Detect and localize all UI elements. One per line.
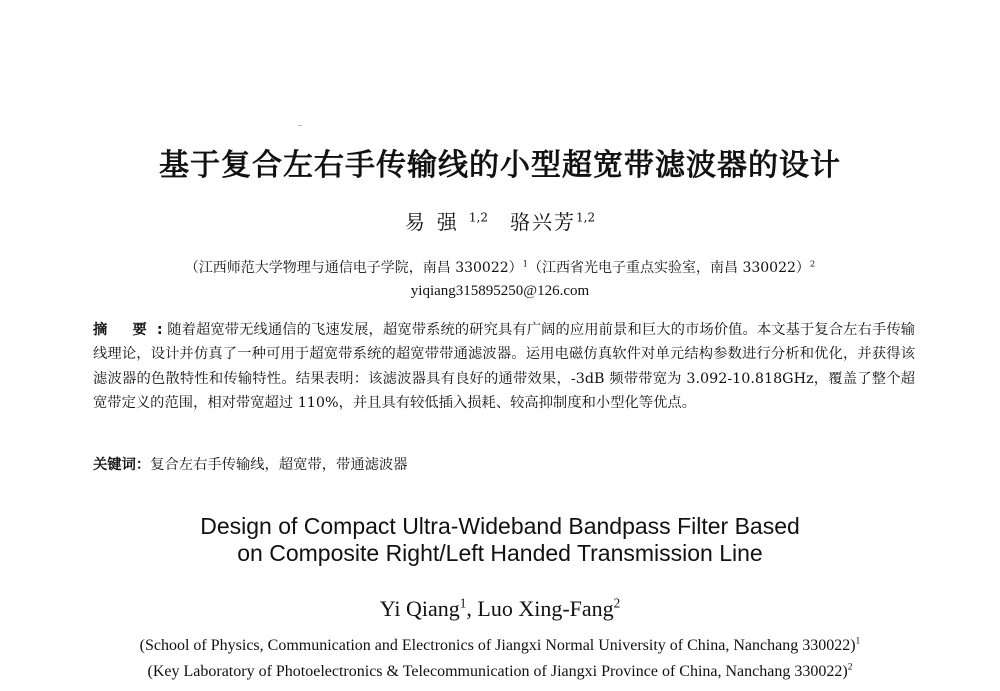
abstract-text: 随着超宽带无线通信的飞速发展，超宽带系统的研究具有广阔的应用前景和巨大的市场价值。本文基于复合左右手传输线理论，设计并仿真了一种可用于超宽带系统的超宽带带通滤波器。运用电磁仿真软件对单元结构参数进行分析和优化，并获得该滤波器的色散特性和传输特性。结果表明：该滤波器具有良好的通带效果，-3dB 频带带宽为 3.092-10.818GHz，覆盖了整个超宽带定义的范围，相对带宽超过 110%，并且具有较低插入损耗、较高抑制度和小型化等优点。 [93, 322, 916, 412]
affiliation-1-english: (School of Physics, Communication and Electronics of Jiangxi Normal University of China, Nanchang 330022) [139, 637, 856, 654]
author-email: yiqiang315895250@126.com [410, 283, 590, 299]
author-1-chinese: 易强 [404, 210, 469, 234]
author-1-english: Yi Qiang [379, 596, 460, 621]
author-1-english-mark: 1 [459, 595, 467, 611]
affiliation-1-chinese: （江西师范大学物理与通信电子学院，南昌 330022） [184, 260, 523, 276]
author-2-english: Luo Xing-Fang [477, 596, 614, 621]
authors-separator: , [466, 596, 478, 621]
scan-speck [298, 125, 302, 126]
paper-title-chinese: 基于复合左右手传输线的小型超宽带滤波器的设计 [159, 148, 841, 183]
paper-title-english [0, 513, 1000, 567]
authors-chinese [0, 206, 1000, 235]
title-english-line-2: on Composite Right/Left Handed Transmission Line [237, 540, 763, 566]
author-2-english-mark: 2 [613, 595, 621, 611]
author-1-affiliation-mark: 1,2 [468, 210, 488, 225]
keywords-text: 复合左右手传输线，超宽带，带通滤波器 [150, 457, 408, 473]
keywords-label: 关键词： [93, 457, 151, 473]
affiliation-1-mark: 1 [522, 258, 528, 269]
abstract-label-colon: : [156, 322, 163, 338]
affiliation-2-mark: 2 [809, 258, 816, 269]
keywords-chinese [93, 454, 915, 474]
affiliation-1-english-line [0, 637, 1000, 655]
affiliation-2-english: (Key Laboratory of Photoelectronics & Telecommunication of Jiangxi Province of China, Nanchang 330022) [147, 663, 848, 680]
affiliation-2-english-mark: 2 [847, 661, 853, 673]
affiliation-2-english-line [0, 663, 1000, 681]
author-2-affiliation-mark: 1,2 [576, 210, 596, 225]
affiliation-1-english-mark: 1 [855, 635, 861, 647]
abstract-chinese [93, 318, 915, 416]
title-english-line-1: Design of Compact Ultra-Wideband Bandpass Filter Based [200, 513, 800, 539]
author-2-chinese: 骆兴芳 [510, 210, 576, 234]
authors-english [0, 596, 1000, 622]
affiliations-chinese [0, 257, 1000, 277]
abstract-label: 摘 要 [93, 322, 157, 338]
affiliation-2-chinese: （江西省光电子重点实验室，南昌 330022） [528, 260, 810, 276]
